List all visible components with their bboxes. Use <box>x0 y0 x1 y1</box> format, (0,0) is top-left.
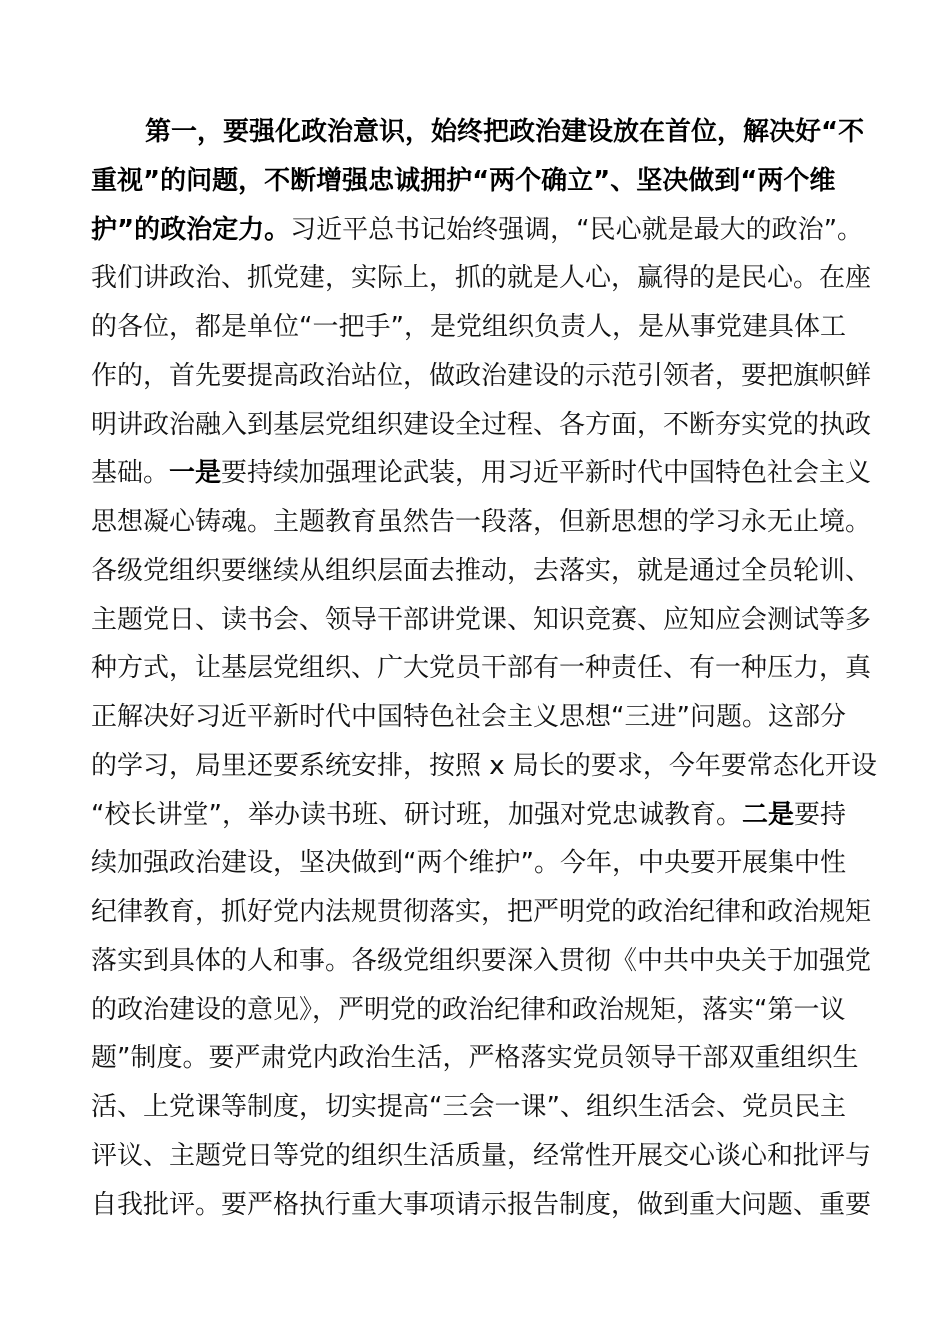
text-run: 题”制度。要严肃党内政治生活，严格落实党员领导干部双重组织生 <box>91 1043 859 1074</box>
text-run: 的各位，都是单位“一把手”，是党组织负责人，是从事党建具体工 <box>91 312 846 342</box>
text-line <box>91 401 871 450</box>
text-run: 的政治建设的意见》，严明党的政治纪律和政治规矩，落实“第一议 <box>91 994 846 1025</box>
text-run: 落实到具体的人和事。各级党组织要深入贯彻《中共中央关于加强党 <box>91 945 872 976</box>
body-paragraph <box>91 108 877 1229</box>
heading-run: 重视”的问题，不断增强忠诚拥护“两个确立”、坚决做到“两个维 <box>91 165 836 196</box>
text-line <box>91 449 871 498</box>
text-line <box>91 547 871 596</box>
text-line <box>91 937 871 986</box>
text-line <box>91 888 871 937</box>
text-run: 作的，首先要提高政治站位，做政治建设的示范引领者，要把旗帜鲜 <box>91 360 872 391</box>
text-line <box>91 1181 871 1230</box>
text-line <box>91 498 871 547</box>
text-run: 基础。 <box>91 458 170 489</box>
text-line <box>91 596 871 645</box>
text-line <box>91 644 871 693</box>
text-run: 评议、主题党日等党的组织生活质量，经常性开展交心谈心和批评与 <box>91 1140 872 1171</box>
text-run: 要持 <box>793 799 846 830</box>
text-line <box>91 206 871 255</box>
text-line <box>91 839 871 888</box>
text-run: 正解决好习近平新时代中国特色社会主义思想“三进”问题。这部分 <box>91 702 846 732</box>
text-line <box>91 254 871 303</box>
text-run: 习近平总书记始终强调，“民心就是最大的政治”。 <box>290 214 864 245</box>
text-run: 续加强政治建设，坚决做到“两个维护”。今年，中央要开展集中性 <box>91 848 846 879</box>
text-line <box>91 108 871 157</box>
text-run: 主题党日、读书会、领导干部讲党课、知识竞赛、应知应会测试等多 <box>91 604 872 635</box>
text-line <box>91 791 871 840</box>
heading-run: 第一，要强化政治意识，始终把政治建设放在首位，解决好“不 <box>145 117 865 147</box>
text-run: 活、上党课等制度，切实提高“三会一课”、组织生活会、党员民主 <box>91 1092 846 1122</box>
text-run: 自我批评。要严格执行重大事项请示报告制度，做到重大问题、重要 <box>91 1189 872 1220</box>
text-line <box>91 352 871 401</box>
text-line <box>91 303 871 352</box>
text-run: 的学习，局里还要系统安排，按照 x 局长的要求，今年要常态化开设 <box>91 750 877 781</box>
text-line <box>91 986 871 1035</box>
text-run: “校长讲堂”，举办读书班、研讨班，加强对党忠诚教育。 <box>91 799 742 830</box>
text-line <box>91 157 871 206</box>
text-run: 思想凝心铸魂。主题教育虽然告一段落，但新思想的学习永无止境。 <box>91 507 872 537</box>
text-run: 要持续加强理论武装，用习近平新时代中国特色社会主义 <box>221 458 872 489</box>
text-run: 纪律教育，抓好党内法规贯彻落实，把严明党的政治纪律和政治规矩 <box>91 897 872 927</box>
text-run: 各级党组织要继续从组织层面去推动，去落实，就是通过全员轮训、 <box>91 555 872 586</box>
text-line <box>91 1034 871 1083</box>
point-marker: 一是 <box>169 458 222 489</box>
text-line <box>91 1132 871 1181</box>
text-line <box>91 693 871 742</box>
text-line <box>91 742 877 791</box>
text-line <box>91 1083 871 1132</box>
text-run: 种方式，让基层党组织、广大党员干部有一种责任、有一种压力，真 <box>91 653 872 684</box>
point-marker: 二是 <box>741 799 794 830</box>
text-run: 我们讲政治、抓党建，实际上，抓的就是人心，赢得的是民心。在座 <box>91 263 872 294</box>
heading-run: 护”的政治定力。 <box>91 214 291 245</box>
text-run: 明讲政治融入到基层党组织建设全过程、各方面，不断夯实党的执政 <box>91 409 872 440</box>
